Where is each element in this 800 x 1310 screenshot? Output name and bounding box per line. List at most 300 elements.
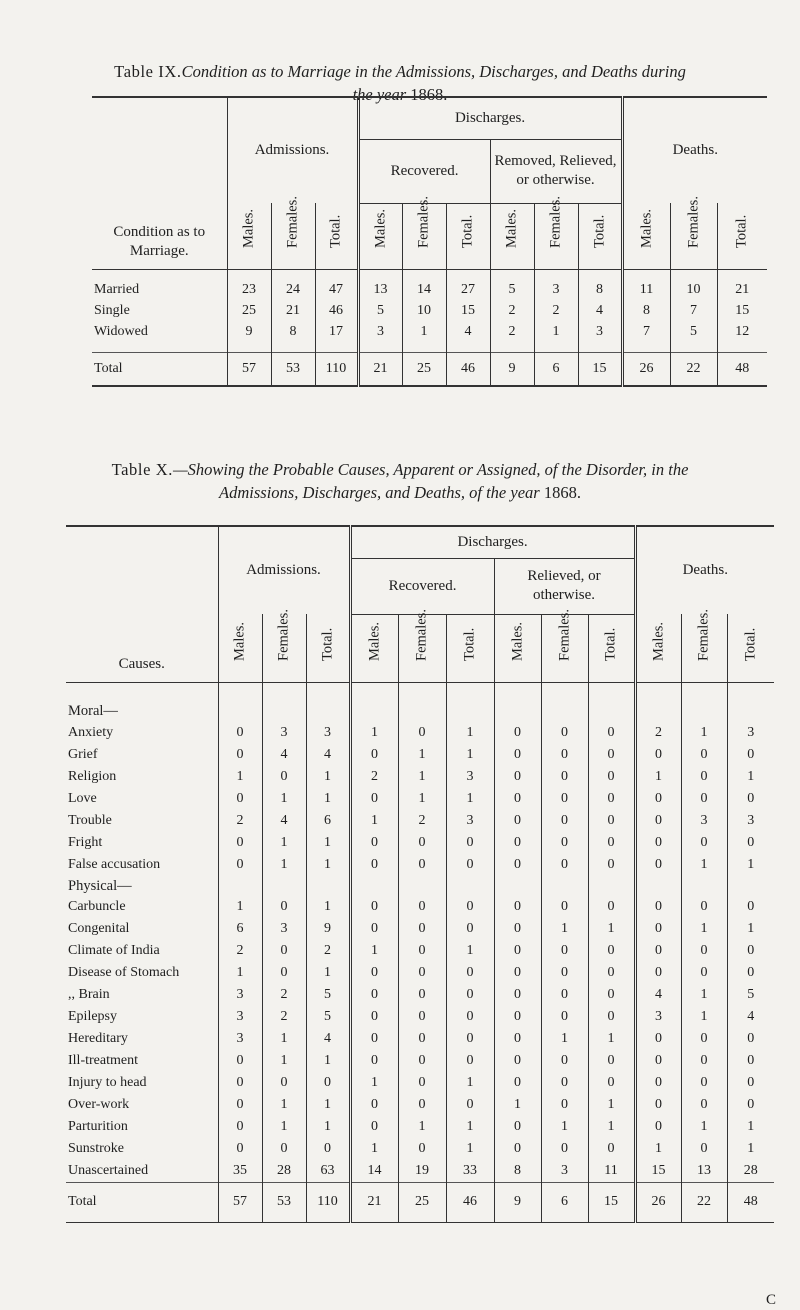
empty-cell [670, 342, 717, 352]
empty-cell [534, 269, 578, 279]
cell-value: 0 [635, 1116, 681, 1138]
table-row [92, 321, 767, 342]
cell-value: 8 [271, 321, 315, 342]
spacer-row [92, 269, 767, 279]
empty-cell [315, 342, 358, 352]
cell-value: 1 [306, 766, 350, 788]
cell-value: 0 [446, 1050, 494, 1072]
cell-value: 4 [635, 984, 681, 1006]
cell-value: 5 [490, 279, 534, 300]
empty-cell [681, 700, 727, 722]
cell-value: 0 [398, 1028, 446, 1050]
cell-value: 28 [262, 1160, 306, 1182]
empty-cell [218, 876, 262, 896]
cell-value: 5 [358, 300, 402, 321]
cell-value: 0 [398, 1006, 446, 1028]
table-row [66, 1028, 774, 1050]
cell-value: 1 [306, 1050, 350, 1072]
sub-label [398, 608, 446, 682]
cell-value: 0 [588, 962, 635, 984]
cell-value: 0 [588, 744, 635, 766]
table-row [66, 722, 774, 744]
cell-value: 1 [727, 854, 774, 876]
sub-label [218, 614, 262, 682]
row-label: Fright [68, 835, 103, 850]
cell-value: 0 [494, 1028, 541, 1050]
empty-cell [494, 876, 541, 896]
row-label: Married [94, 281, 140, 297]
table-ix [92, 96, 767, 387]
cell-value: 0 [494, 766, 541, 788]
cell-value: 0 [588, 984, 635, 1006]
cell-value: 0 [494, 722, 541, 744]
cell-value: 33 [446, 1160, 494, 1182]
table-row [66, 1072, 774, 1094]
sub-label [534, 195, 578, 269]
cell-value: 0 [727, 788, 774, 810]
cell-value: 0 [588, 832, 635, 854]
cell-value: 0 [541, 722, 588, 744]
empty-cell [398, 682, 446, 700]
table-row [66, 940, 774, 962]
cell-value: 4 [306, 1028, 350, 1050]
cell-value: 0 [727, 940, 774, 962]
cell-value: 1 [727, 1116, 774, 1138]
cell-value: 0 [541, 832, 588, 854]
cell-value: 0 [588, 940, 635, 962]
cell-value: 10 [670, 279, 717, 300]
empty-cell [306, 876, 350, 896]
sub-label-text: Females. [413, 608, 430, 661]
empty-cell [398, 876, 446, 896]
cell-value: 3 [727, 810, 774, 832]
cell-value: 1 [446, 940, 494, 962]
cell-value: 26 [622, 352, 670, 386]
table-row [66, 984, 774, 1006]
table-row [66, 1138, 774, 1160]
sub-label [622, 203, 670, 269]
cell-value: 0 [635, 918, 681, 940]
cell-value: 4 [578, 300, 622, 321]
cell-value: 25 [398, 1182, 446, 1222]
cell-value: 0 [588, 1006, 635, 1028]
sub-label-text: Males. [366, 621, 383, 661]
cell-value: 3 [727, 722, 774, 744]
cell-value: 0 [681, 940, 727, 962]
cell-value: 1 [727, 1138, 774, 1160]
cell-value: 1 [681, 918, 727, 940]
cell-value: 6 [218, 918, 262, 940]
cell-value: 0 [494, 940, 541, 962]
cell-value: 2 [534, 300, 578, 321]
cell-value: 1 [398, 1116, 446, 1138]
cell-value: 9 [494, 1182, 541, 1222]
cell-value: 6 [534, 352, 578, 386]
empty-cell [262, 876, 306, 896]
cell-value: 0 [541, 1094, 588, 1116]
table-row [66, 1116, 774, 1138]
cell-value: 0 [541, 766, 588, 788]
cell-value: 22 [670, 352, 717, 386]
cell-value: 22 [681, 1182, 727, 1222]
cell-value: 0 [262, 1138, 306, 1160]
table-row [66, 1160, 774, 1182]
row-label: Parturition [68, 1119, 128, 1134]
table-x-admissions-header: Admissions. [218, 526, 350, 614]
cell-value: 0 [446, 984, 494, 1006]
cell-value: 0 [350, 918, 398, 940]
cell-value: 0 [541, 1138, 588, 1160]
table-ix-deaths-header: Deaths. [622, 97, 767, 203]
cell-value: 0 [218, 744, 262, 766]
empty-cell [350, 682, 398, 700]
empty-cell [350, 876, 398, 896]
empty-cell [271, 342, 315, 352]
section-heading: Moral— [68, 702, 118, 719]
cell-value: 4 [262, 810, 306, 832]
table-ix-caption-line1: Condition as to Marriage in the Admissions, Discharges, and Deaths during [181, 62, 686, 81]
cell-value: 0 [727, 1094, 774, 1116]
empty-cell [588, 682, 635, 700]
empty-cell [494, 682, 541, 700]
cell-value: 1 [541, 918, 588, 940]
cell-value: 12 [717, 321, 767, 342]
sub-label-text: Females. [547, 195, 564, 248]
cell-value: 11 [622, 279, 670, 300]
cell-value: 2 [398, 810, 446, 832]
empty-cell [681, 876, 727, 896]
row-label: Religion [68, 769, 117, 784]
cell-value: 0 [588, 854, 635, 876]
cell-value: 1 [681, 722, 727, 744]
sub-label [358, 203, 402, 269]
row-label: Hereditary [68, 1031, 128, 1046]
cell-value: 0 [350, 896, 398, 918]
sub-label-text: Females. [275, 608, 292, 661]
cell-value: 1 [588, 918, 635, 940]
cell-value: 0 [446, 854, 494, 876]
cell-value: 1 [588, 1116, 635, 1138]
cell-value: 0 [635, 810, 681, 832]
cell-value: 0 [635, 854, 681, 876]
cell-value: 1 [262, 1028, 306, 1050]
cell-value: 0 [588, 1072, 635, 1094]
cell-value: 0 [446, 1094, 494, 1116]
sub-label-text: Females. [415, 195, 432, 248]
table-row [66, 854, 774, 876]
cell-value: 0 [681, 832, 727, 854]
section-heading: Physical— [68, 877, 132, 894]
spacer-row [66, 682, 774, 700]
table-x-discharges-header: Discharges. [350, 526, 635, 558]
sub-label-text: Males. [231, 621, 248, 661]
row-label: Anxiety [68, 725, 114, 740]
cell-value: 0 [635, 1028, 681, 1050]
cell-value: 0 [350, 1094, 398, 1116]
cell-value: 2 [218, 940, 262, 962]
cell-value: 1 [446, 1138, 494, 1160]
sub-label-text: Total. [461, 627, 478, 661]
sub-label-text: Females. [685, 195, 702, 248]
cell-value: 0 [588, 722, 635, 744]
cell-value: 3 [635, 1006, 681, 1028]
cell-value: 0 [218, 722, 262, 744]
table-x-deaths-header: Deaths. [635, 526, 774, 614]
table-ix-lead: Table IX. [114, 62, 182, 81]
empty-cell [588, 700, 635, 722]
empty-cell [358, 342, 402, 352]
cell-value: 1 [306, 896, 350, 918]
cell-value: 3 [446, 766, 494, 788]
cell-value: 6 [541, 1182, 588, 1222]
sub-label [494, 614, 541, 682]
cell-value: 1 [262, 832, 306, 854]
empty-cell [350, 700, 398, 722]
cell-value: 0 [494, 1050, 541, 1072]
cell-value: 46 [315, 300, 358, 321]
cell-value: 1 [588, 1028, 635, 1050]
cell-value: 1 [218, 896, 262, 918]
cell-value: 5 [727, 984, 774, 1006]
cell-value: 0 [588, 810, 635, 832]
cell-value: 0 [541, 744, 588, 766]
cell-value: 0 [494, 984, 541, 1006]
empty-cell [541, 700, 588, 722]
empty-cell [66, 682, 218, 700]
row-label: Over-work [68, 1097, 130, 1112]
table-x-lead: Table X. [111, 460, 173, 479]
cell-value: 0 [727, 896, 774, 918]
cell-value: 1 [262, 1094, 306, 1116]
cell-value: 3 [681, 810, 727, 832]
cell-value: 0 [541, 984, 588, 1006]
cell-value: 0 [727, 1028, 774, 1050]
cell-value: 0 [350, 1050, 398, 1072]
empty-cell [315, 269, 358, 279]
cell-value: 2 [490, 321, 534, 342]
cell-value: 0 [494, 810, 541, 832]
sub-label-text: Total. [733, 214, 750, 248]
cell-value: 4 [446, 321, 490, 342]
cell-value: 0 [541, 1050, 588, 1072]
table-ix-removed-header: Removed, Relieved, or otherwise. [490, 139, 622, 203]
cell-value: 0 [681, 1028, 727, 1050]
cell-value: 1 [350, 1072, 398, 1094]
cell-value: 0 [446, 962, 494, 984]
empty-cell [446, 876, 494, 896]
cell-value: 0 [681, 1072, 727, 1094]
total-label: Total [92, 352, 227, 386]
row-label: Single [94, 302, 130, 318]
cell-value: 14 [350, 1160, 398, 1182]
cell-value: 3 [262, 918, 306, 940]
cell-value: 6 [306, 810, 350, 832]
cell-value: 57 [218, 1182, 262, 1222]
cell-value: 4 [727, 1006, 774, 1028]
empty-cell [402, 269, 446, 279]
empty-cell [534, 342, 578, 352]
row-label: Injury to head [68, 1075, 147, 1090]
cell-value: 0 [727, 1050, 774, 1072]
sub-label [588, 614, 635, 682]
cell-value: 1 [218, 962, 262, 984]
table-x-relieved-header: Relieved, or otherwise. [494, 558, 635, 614]
cell-value: 48 [717, 352, 767, 386]
cell-value: 2 [635, 722, 681, 744]
cell-value: 1 [541, 1116, 588, 1138]
sub-label-text: Males. [650, 621, 667, 661]
sub-label-text: Total. [591, 214, 608, 248]
cell-value: 0 [494, 1072, 541, 1094]
cell-value: 5 [306, 984, 350, 1006]
cell-value: 25 [402, 352, 446, 386]
table-x-recovered-header: Recovered. [350, 558, 494, 614]
cell-value: 21 [717, 279, 767, 300]
table-ix-caption-line2: the year [352, 85, 407, 104]
row-label: Sunstroke [68, 1141, 124, 1156]
empty-cell [578, 269, 622, 279]
cell-value: 0 [635, 962, 681, 984]
empty-cell [490, 269, 534, 279]
cell-value: 21 [358, 352, 402, 386]
cell-value: 1 [681, 984, 727, 1006]
table-row [66, 896, 774, 918]
cell-value: 1 [681, 1006, 727, 1028]
cell-value: 3 [218, 1028, 262, 1050]
cell-value: 0 [494, 962, 541, 984]
empty-cell [635, 700, 681, 722]
cell-value: 0 [681, 766, 727, 788]
cell-value: 1 [262, 854, 306, 876]
cell-value: 13 [358, 279, 402, 300]
sub-label [271, 195, 315, 269]
cell-value: 0 [494, 1006, 541, 1028]
cell-value: 9 [490, 352, 534, 386]
cell-value: 0 [398, 896, 446, 918]
empty-cell [588, 876, 635, 896]
cell-value: 0 [588, 896, 635, 918]
row-label: Congenital [68, 921, 130, 936]
cell-value: 0 [398, 984, 446, 1006]
cell-value: 0 [262, 1072, 306, 1094]
cell-value: 1 [402, 321, 446, 342]
cell-value: 46 [446, 1182, 494, 1222]
sub-label [717, 203, 767, 269]
cell-value: 0 [635, 1072, 681, 1094]
cell-value: 1 [350, 722, 398, 744]
cell-value: 0 [262, 766, 306, 788]
cell-value: 0 [588, 1050, 635, 1072]
sub-label-text: Total. [327, 214, 344, 248]
table-row [92, 300, 767, 321]
empty-cell [727, 700, 774, 722]
cell-value: 2 [490, 300, 534, 321]
cell-value: 0 [541, 854, 588, 876]
cell-value: 26 [635, 1182, 681, 1222]
cell-value: 0 [541, 810, 588, 832]
cell-value: 1 [262, 788, 306, 810]
table-row [66, 1094, 774, 1116]
cell-value: 0 [494, 854, 541, 876]
cell-value: 0 [681, 1094, 727, 1116]
cell-value: 11 [588, 1160, 635, 1182]
row-label: Unascertained [68, 1162, 149, 1178]
cell-value: 1 [398, 766, 446, 788]
cell-value: 3 [218, 984, 262, 1006]
empty-cell [92, 269, 227, 279]
cell-value: 3 [262, 722, 306, 744]
empty-cell [262, 682, 306, 700]
cell-value: 1 [635, 1138, 681, 1160]
cell-value: 0 [681, 744, 727, 766]
sub-label [635, 614, 681, 682]
row-label: Carbuncle [68, 899, 126, 914]
table-x [66, 525, 774, 1223]
total-row [66, 1182, 774, 1222]
sub-label [490, 203, 534, 269]
cell-value: 0 [398, 832, 446, 854]
cell-value: 15 [578, 352, 622, 386]
empty-cell [306, 700, 350, 722]
cell-value: 0 [635, 744, 681, 766]
cell-value: 1 [446, 722, 494, 744]
cell-value: 0 [588, 788, 635, 810]
cell-value: 0 [398, 1138, 446, 1160]
empty-cell [541, 682, 588, 700]
cell-value: 0 [350, 832, 398, 854]
cell-value: 3 [358, 321, 402, 342]
cell-value: 0 [262, 940, 306, 962]
total-label: Total [66, 1182, 218, 1222]
cell-value: 0 [727, 1072, 774, 1094]
cell-value: 0 [541, 940, 588, 962]
row-label: Trouble [68, 813, 112, 828]
cell-value: 0 [635, 1050, 681, 1072]
cell-value: 0 [218, 1138, 262, 1160]
table-row [66, 788, 774, 810]
cell-value: 1 [727, 918, 774, 940]
sub-label-text: Total. [459, 214, 476, 248]
cell-value: 0 [218, 1094, 262, 1116]
empty-cell [358, 269, 402, 279]
sub-label [402, 195, 446, 269]
sub-label [541, 608, 588, 682]
cell-value: 53 [262, 1182, 306, 1222]
cell-value: 0 [681, 1138, 727, 1160]
cell-value: 0 [541, 896, 588, 918]
cell-value: 7 [670, 300, 717, 321]
cell-value: 1 [350, 810, 398, 832]
sub-label [446, 203, 490, 269]
cell-value: 0 [446, 896, 494, 918]
table-row [66, 918, 774, 940]
cell-value: 24 [271, 279, 315, 300]
cell-value: 1 [588, 1094, 635, 1116]
cell-value: 1 [635, 766, 681, 788]
cell-value: 9 [227, 321, 271, 342]
empty-cell [541, 876, 588, 896]
cell-value: 4 [262, 744, 306, 766]
table-row [66, 766, 774, 788]
cell-value: 1 [681, 1116, 727, 1138]
row-label: False accusation [68, 857, 161, 872]
cell-value: 0 [350, 962, 398, 984]
cell-value: 0 [350, 1006, 398, 1028]
cell-value: 10 [402, 300, 446, 321]
empty-cell [218, 682, 262, 700]
cell-value: 0 [446, 832, 494, 854]
table-x-stub-header: Causes. [66, 526, 218, 682]
